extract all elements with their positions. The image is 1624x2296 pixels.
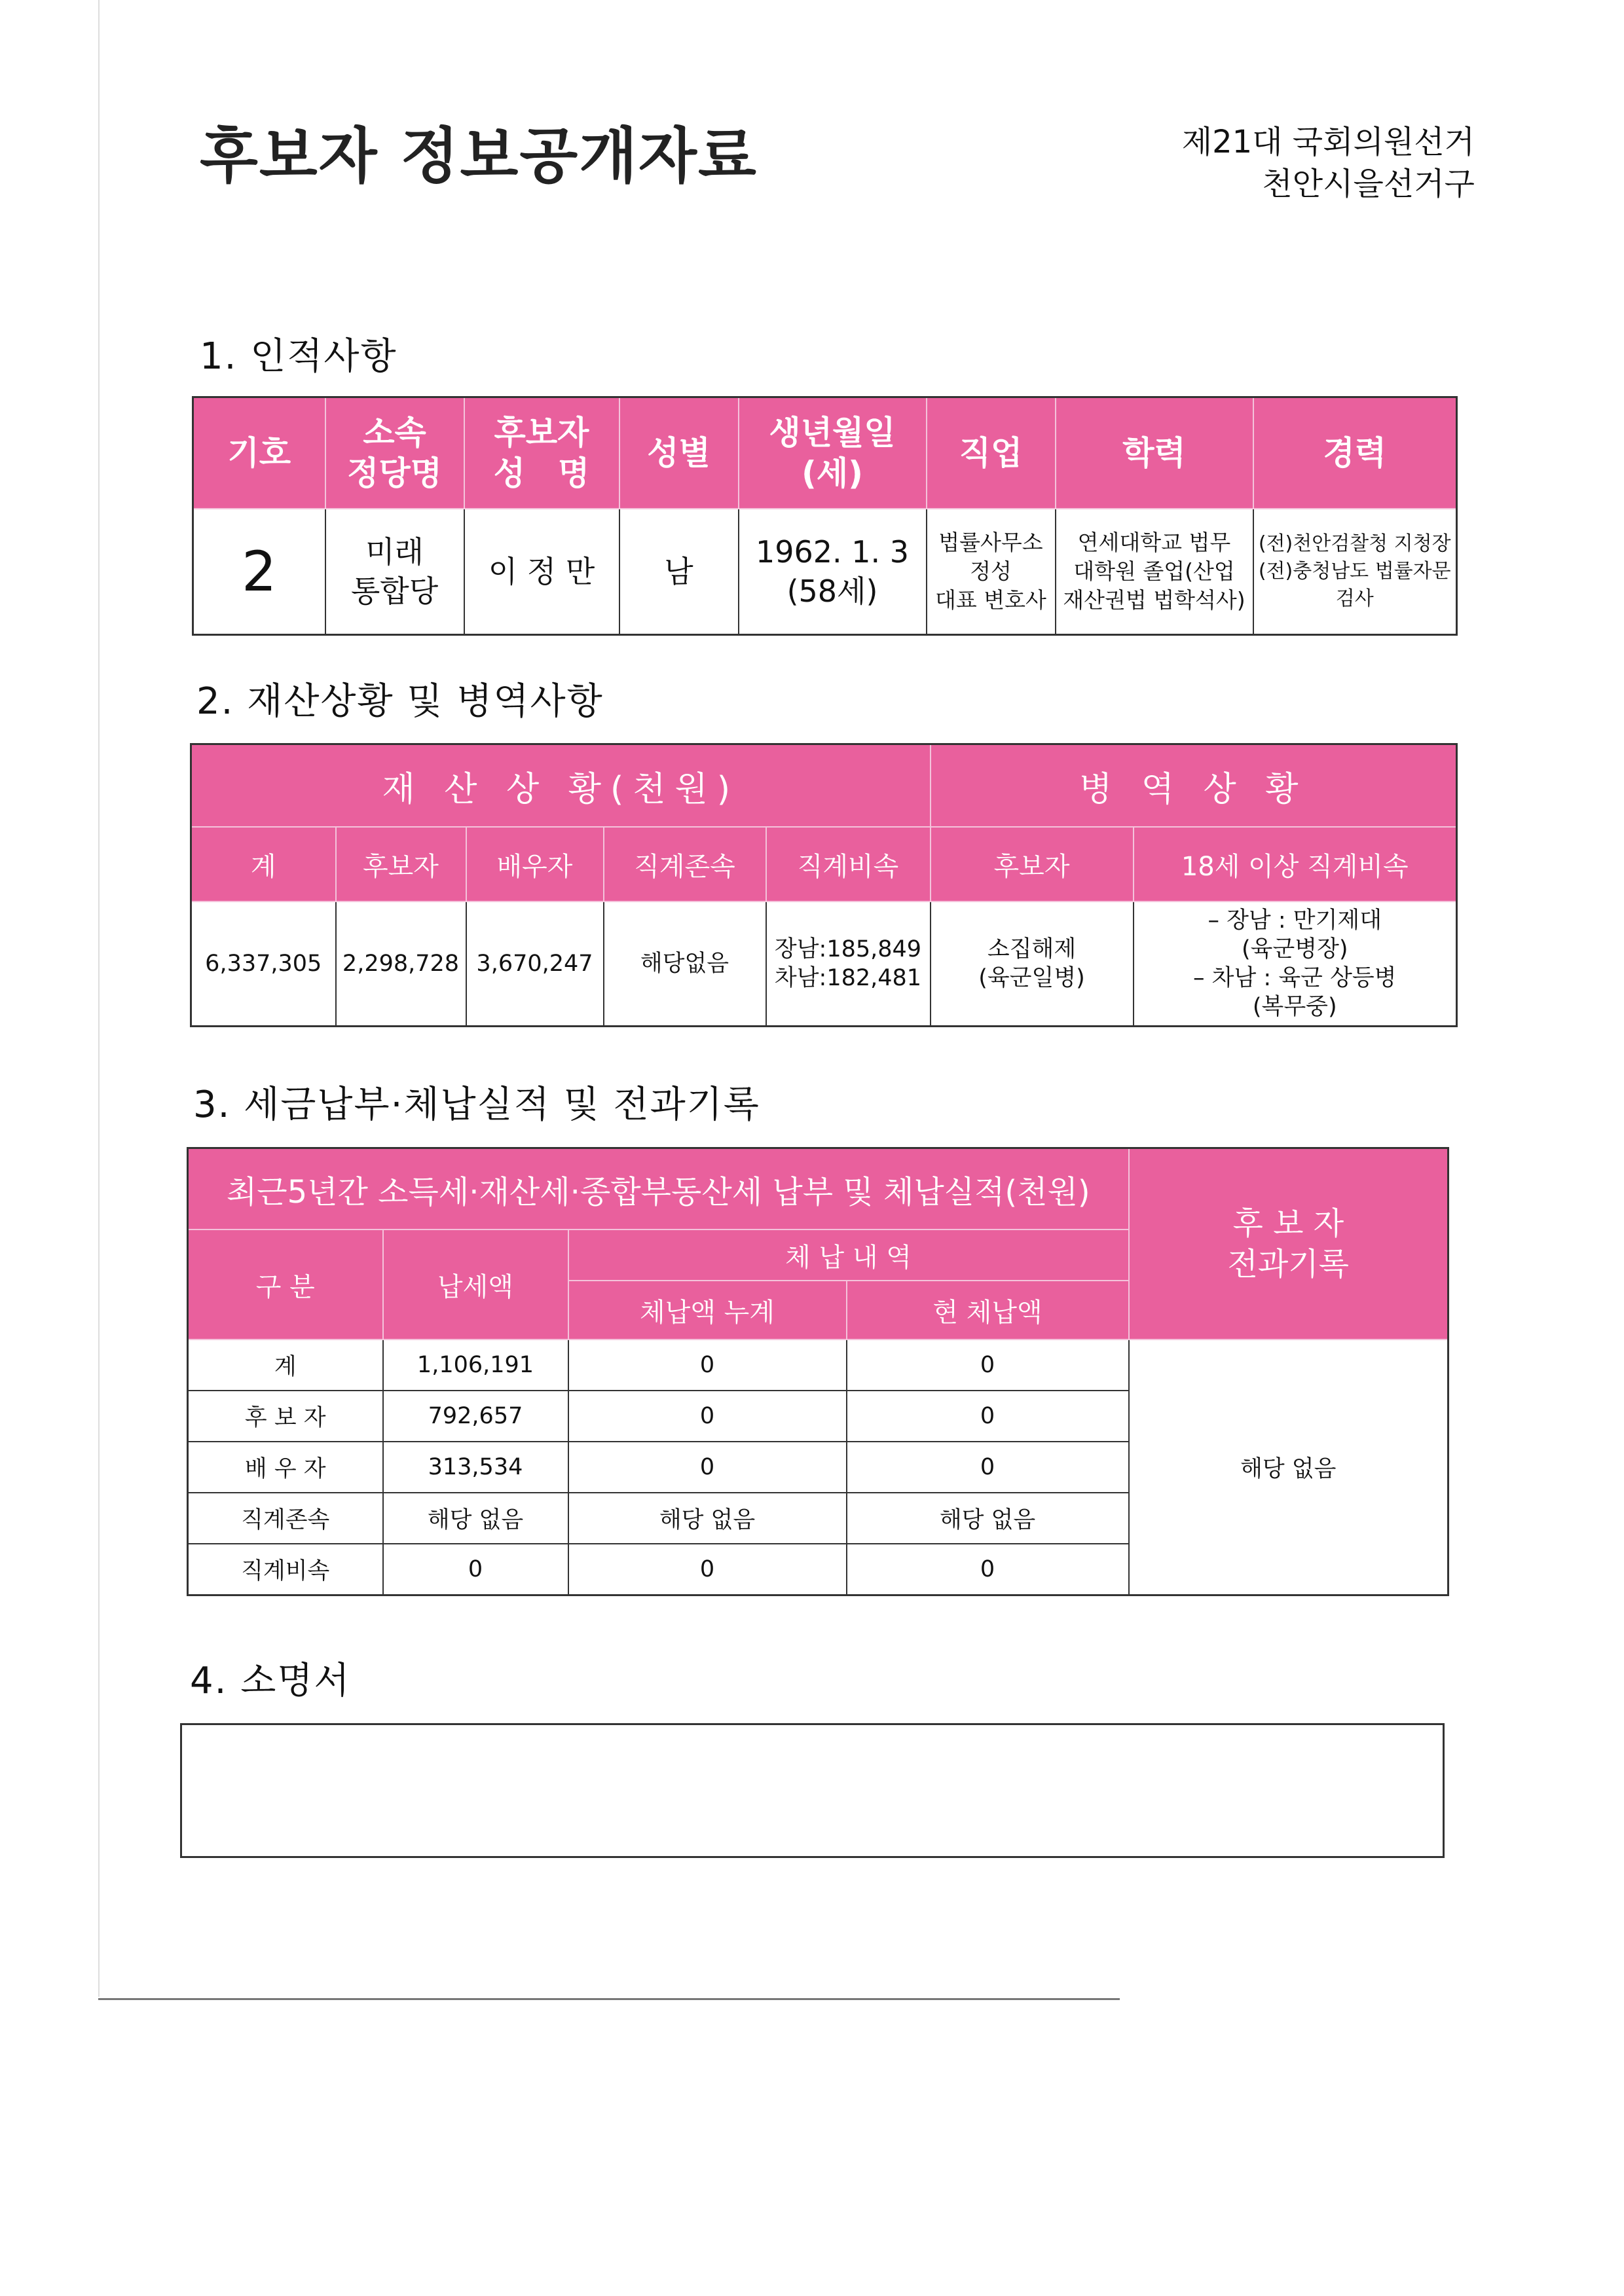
- header-job: 직업: [927, 397, 1056, 509]
- property-group-header: 재 산 상 황(천원): [191, 744, 931, 828]
- tax-row-label: 직계비속: [188, 1544, 383, 1595]
- header-birth: 생년월일 (세): [739, 397, 927, 509]
- table-header-row: [193, 397, 1457, 509]
- military-candidate: 소집해제 (육군일병): [931, 902, 1134, 1027]
- section-title-statement: 4. 소명서: [190, 1660, 351, 1702]
- header-gender: 성별: [619, 397, 739, 509]
- tax-row-label: 계: [188, 1339, 383, 1391]
- property-ascendants: 해당없음: [604, 902, 766, 1027]
- table-row: [188, 1339, 1449, 1391]
- table-row: [193, 509, 1457, 635]
- header-candidate: 후보자: [336, 827, 466, 902]
- property-military-table: [190, 743, 1458, 1027]
- header-arrears: 체 납 내 역: [568, 1230, 1129, 1281]
- section-title-tax: 3. 세금납부·체납실적 및 전과기록: [193, 1084, 760, 1126]
- criminal-record-value: 해당 없음: [1129, 1339, 1449, 1595]
- sub-header-row: [191, 827, 1457, 902]
- tax-row-paid: 0: [383, 1544, 568, 1595]
- table-row: [191, 902, 1457, 1027]
- candidate-name: 이 정 만: [464, 509, 619, 635]
- candidate-number: 2: [193, 509, 325, 635]
- property-candidate: 2,298,728: [336, 902, 466, 1027]
- header-total: 계: [191, 827, 336, 902]
- header-education: 학력: [1056, 397, 1253, 509]
- statement-box: [180, 1723, 1445, 1858]
- gender-value: 남: [619, 509, 739, 635]
- header-category: 구 분: [188, 1230, 383, 1339]
- military-group-header: 병 역 상 황: [931, 744, 1457, 828]
- tax-row-label: 배 우 자: [188, 1442, 383, 1493]
- tax-group-header: 최근5년간 소득세·재산세·종합부동산세 납부 및 체납실적(천원): [188, 1148, 1129, 1230]
- tax-row-arrears-current: 해당 없음: [847, 1493, 1129, 1544]
- tax-group-row: [188, 1148, 1449, 1230]
- job-value: 법률사무소 정성 대표 변호사: [927, 509, 1056, 635]
- party-name: 미래 통합당: [325, 509, 464, 635]
- tax-row-arrears-current: 0: [847, 1391, 1129, 1442]
- page-bottom-line: [98, 1998, 1120, 2000]
- birth-value: 1962. 1. 3 (58세): [739, 509, 927, 635]
- election-name: 제21대 국회의원선거: [1181, 124, 1475, 160]
- property-total: 6,337,305: [191, 902, 336, 1027]
- property-descendants: 장남:185,849 차남:182,481: [766, 902, 931, 1027]
- section-title-personal: 1. 인적사항: [200, 335, 397, 378]
- district-name: 천안시을선거구: [1262, 166, 1475, 202]
- page-edge: [98, 0, 100, 1997]
- military-descendants: – 장남 : 만기제대 (육군병장) – 차남 : 육군 상등병 (복무중): [1134, 902, 1457, 1027]
- tax-row-arrears-total: 해당 없음: [568, 1493, 847, 1544]
- election-info: [1182, 121, 1475, 205]
- tax-row-arrears-total: 0: [568, 1442, 847, 1493]
- tax-row-arrears-current: 0: [847, 1544, 1129, 1595]
- header-descendants: 직계비속: [766, 827, 931, 902]
- education-value: 연세대학교 법무 대학원 졸업(산업 재산권법 법학석사): [1056, 509, 1253, 635]
- tax-row-paid: 313,534: [383, 1442, 568, 1493]
- header-number: 기호: [193, 397, 325, 509]
- header-arrears-total: 체납액 누계: [568, 1281, 847, 1339]
- header-career: 경력: [1253, 397, 1457, 509]
- section-title-property: 2. 재산상황 및 병역사항: [196, 680, 604, 723]
- tax-row-arrears-total: 0: [568, 1544, 847, 1595]
- personal-info-table: [192, 396, 1458, 636]
- tax-row-arrears-total: 0: [568, 1339, 847, 1391]
- header-spouse: 배우자: [466, 827, 604, 902]
- tax-row-arrears-current: 0: [847, 1339, 1129, 1391]
- tax-row-arrears-current: 0: [847, 1442, 1129, 1493]
- career-value: (전)천안검찰청 지청장 (전)충청남도 법률자문 검사: [1253, 509, 1457, 635]
- criminal-record-header: 후 보 자 전과기록: [1129, 1148, 1449, 1340]
- header-name: 후보자 성 명: [464, 397, 619, 509]
- header-paid: 납세액: [383, 1230, 568, 1339]
- tax-criminal-table: [187, 1147, 1449, 1596]
- tax-row-paid: 1,106,191: [383, 1339, 568, 1391]
- header-ascendants: 직계존속: [604, 827, 766, 902]
- header-military-candidate: 후보자: [931, 827, 1134, 902]
- header-arrears-current: 현 체납액: [847, 1281, 1129, 1339]
- tax-row-arrears-total: 0: [568, 1391, 847, 1442]
- tax-row-paid: 해당 없음: [383, 1493, 568, 1544]
- header-party: 소속 정당명: [325, 397, 464, 509]
- tax-row-paid: 792,657: [383, 1391, 568, 1442]
- document-title: 후보자 정보공개자료: [200, 121, 758, 191]
- tax-row-label: 직계존속: [188, 1493, 383, 1544]
- header-military-descendants: 18세 이상 직계비속: [1134, 827, 1457, 902]
- tax-row-label: 후 보 자: [188, 1391, 383, 1442]
- property-spouse: 3,670,247: [466, 902, 604, 1027]
- group-header-row: [191, 744, 1457, 828]
